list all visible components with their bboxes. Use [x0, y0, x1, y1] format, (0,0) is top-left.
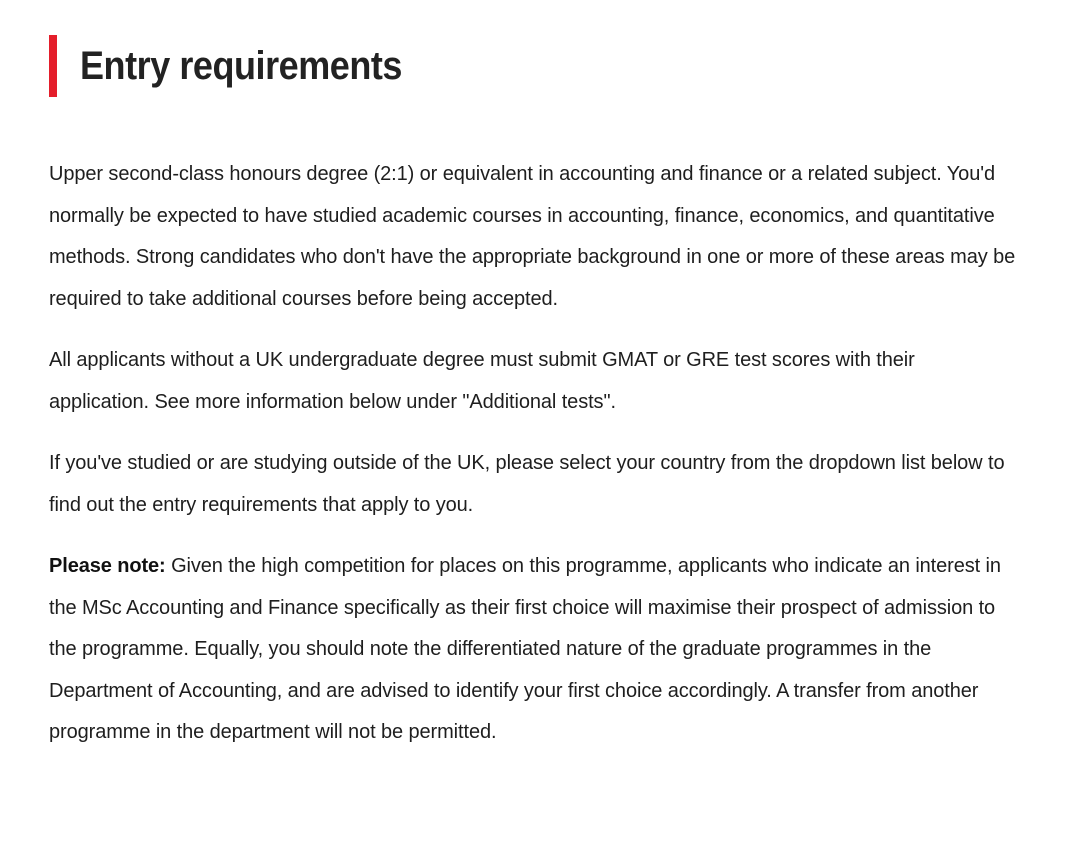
heading-accent-bar [49, 35, 57, 97]
entry-requirements-section [49, 34, 1019, 774]
paragraph-degree-requirement: Upper second-class honours degree (2:1) or equivalent in accounting and finance or a related subject. You'd normally be expected to have studied academic courses in accounting, finance, economics, and quantitative methods. Strong candidates who don't have the appropriate background in one or more of these areas may be required to take additional courses before being accepted. [49, 163, 1016, 310]
please-note-text: Given the high competition for places on this programme, applicants who indicate an interest in the MSc Accounting and Finance specifically as their first choice will maximise their prospect of admission to the programme. Equally, you should note the differentiated nature of the graduate programmes in the Department of Accounting, and are advised to identify your first choice accordingly. A transfer from another programme in the department will not be permitted. [49, 555, 1001, 743]
paragraph-international: If you've studied or are studying outside of the UK, please select your country from the dropdown list below to find out the entry requirements that apply to you. [49, 452, 1005, 516]
section-header [49, 34, 1019, 98]
please-note-label: Please note: [49, 555, 166, 577]
section-body [49, 154, 1019, 754]
section-title: Entry requirements [80, 44, 403, 88]
paragraph-gmat-gre: All applicants without a UK undergraduate degree must submit GMAT or GRE test scores with their application. See more information below under "Additional tests". [49, 349, 915, 413]
paragraph-please-note [49, 546, 1019, 754]
